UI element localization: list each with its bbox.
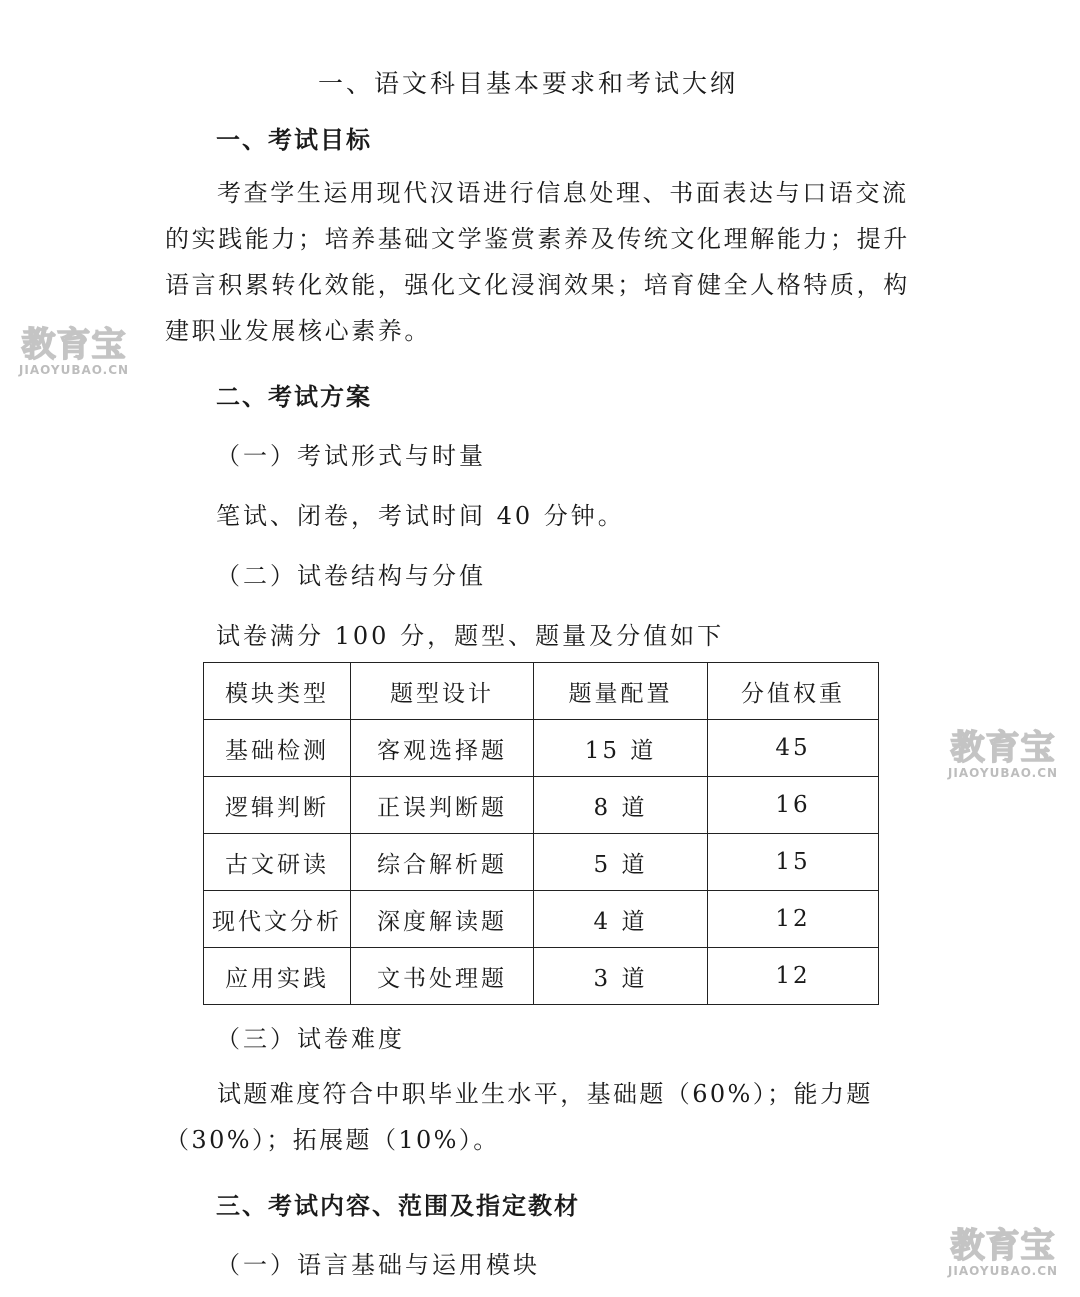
watermark-subtext: JIAOYUBAO.CN bbox=[18, 363, 130, 377]
table-header-cell: 题型设计 bbox=[351, 663, 534, 720]
table-cell: 客观选择题 bbox=[351, 720, 534, 777]
subheading-paper-structure: （二）试卷结构与分值 bbox=[216, 562, 486, 590]
watermark-text: 教育宝 bbox=[950, 728, 1056, 768]
table-cell: 正误判断题 bbox=[351, 777, 534, 834]
table-cell: 4 道 bbox=[534, 891, 708, 948]
table-cell: 古文研读 bbox=[204, 834, 351, 891]
table-header-cell: 题量配置 bbox=[534, 663, 708, 720]
section-heading-exam-goal: 一、考试目标 bbox=[216, 126, 372, 154]
table-cell: 应用实践 bbox=[204, 948, 351, 1005]
watermark-text: 教育宝 bbox=[950, 1226, 1056, 1266]
table-cell: 45 bbox=[708, 720, 879, 777]
table-row bbox=[204, 948, 879, 1005]
section-heading-exam-content: 三、考试内容、范围及指定教材 bbox=[216, 1192, 580, 1220]
table-cell: 3 道 bbox=[534, 948, 708, 1005]
subheading-paper-difficulty: （三）试卷难度 bbox=[216, 1025, 405, 1053]
document-title: 一、语文科目基本要求和考试大纲 bbox=[318, 69, 739, 98]
table-cell: 5 道 bbox=[534, 834, 708, 891]
table-cell: 综合解析题 bbox=[351, 834, 534, 891]
watermark-subtext: JIAOYUBAO.CN bbox=[947, 1264, 1059, 1278]
table-row bbox=[204, 720, 879, 777]
exam-format-text: 笔试、闭卷，考试时间 40 分钟。 bbox=[216, 502, 625, 530]
paper-difficulty-paragraph: 试题难度符合中职毕业生水平，基础题（60%）；能力题（30%）；拓展题（10%）。 bbox=[165, 1080, 873, 1154]
watermark-logo bbox=[947, 730, 1059, 780]
subheading-exam-format: （一）考试形式与时量 bbox=[216, 442, 486, 470]
exam-goal-paragraph: 考查学生运用现代汉语进行信息处理、书面表达与口语交流的实践能力；培养基础文学鉴赏素养及传统文化理解能力；提升语言积累转化效能，强化文化浸润效果；培育健全人格特质，构建职业发展核心素养。 bbox=[165, 179, 910, 345]
paper-structure-text: 试卷满分 100 分，题型、题量及分值如下 bbox=[216, 622, 725, 650]
table-row bbox=[204, 834, 879, 891]
table-cell: 12 bbox=[708, 948, 879, 1005]
table-row bbox=[204, 891, 879, 948]
table-cell: 现代文分析 bbox=[204, 891, 351, 948]
subheading-language-module: （一）语言基础与运用模块 bbox=[216, 1251, 540, 1279]
table-cell: 深度解读题 bbox=[351, 891, 534, 948]
table-cell: 16 bbox=[708, 777, 879, 834]
table-cell: 8 道 bbox=[534, 777, 708, 834]
table-cell: 15 道 bbox=[534, 720, 708, 777]
table-header-cell: 模块类型 bbox=[204, 663, 351, 720]
watermark-logo bbox=[18, 327, 130, 377]
table-cell: 12 bbox=[708, 891, 879, 948]
table-row bbox=[204, 777, 879, 834]
section-heading-exam-plan: 二、考试方案 bbox=[216, 383, 372, 411]
table-cell: 文书处理题 bbox=[351, 948, 534, 1005]
table-cell: 15 bbox=[708, 834, 879, 891]
table-cell: 基础检测 bbox=[204, 720, 351, 777]
watermark-text: 教育宝 bbox=[21, 325, 127, 365]
watermark-subtext: JIAOYUBAO.CN bbox=[947, 766, 1059, 780]
table-cell: 逻辑判断 bbox=[204, 777, 351, 834]
score-distribution-table bbox=[203, 662, 879, 1005]
watermark-logo bbox=[947, 1228, 1059, 1278]
table-header-cell: 分值权重 bbox=[708, 663, 879, 720]
table-header-row bbox=[204, 663, 879, 720]
